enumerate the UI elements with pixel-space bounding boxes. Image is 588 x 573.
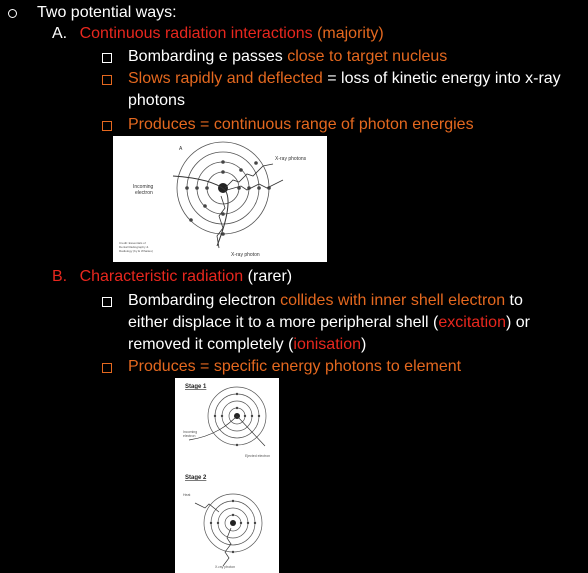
square-bullet-icon [102,297,112,307]
figure1-label-incoming: Incoming [133,184,154,190]
heading-text: Two potential ways: [37,4,177,21]
bullet-text [128,68,561,90]
section-a-title-text: Continuous radiation interactions [79,25,313,42]
figure1-label-electron: electron [135,190,153,196]
heat-label: Heat [183,493,191,497]
section-b-title [52,266,292,288]
square-bullet-icon [102,75,112,85]
bullet-text-plain: Bombarding e passes [128,48,288,65]
bullet-text-plain: ) [361,336,367,353]
bullet-text-highlight: ionisation [293,336,361,353]
bullet-text-highlight: close to target nucleus [287,48,448,65]
incoming-label-1: Incoming [183,430,198,434]
section-b-note: (rarer) [247,268,293,285]
bullet-text [128,290,523,312]
figure1-label-xray-photon: X-ray photon [231,252,260,258]
bullet-text-plain: = loss of kinetic energy into x-ray [322,70,561,87]
stage-1-label: Stage 1 [185,384,207,390]
figure-continuous-radiation [113,136,327,262]
bullet-text-highlight: excitation [438,314,506,331]
bullet-text-plain: to [505,292,523,309]
figure1-credit-1: Credit: Essentials of [119,241,146,245]
bullet-text-line2: photons [128,92,185,109]
bullet-text-line2 [128,312,530,334]
square-bullet-icon [102,363,112,373]
bullet-text-highlight: collides with inner shell electron [280,292,506,309]
section-b-letter: B. [52,268,68,285]
figure1-credit-2: Dental Radiography & [119,245,149,249]
bullet-text-plain: Bombarding electron [128,292,281,309]
ejected-electron-label: Ejected electron [245,454,271,458]
xray-photon-label: X-ray photon [215,565,236,569]
figure1-label-a: A [179,146,183,152]
bullet-text-plain: removed it completely ( [128,336,294,353]
square-bullet-icon [102,53,112,63]
bullet-text-plain: ) or [505,314,530,331]
atom-diagram-2 [175,378,279,573]
figure1-credit-3: Radiology (by E Whaites) [119,249,153,253]
bullet-text [128,46,447,68]
figure-characteristic-radiation [175,378,279,573]
square-bullet-icon [102,121,112,131]
incoming-label-2: electron [183,434,196,438]
bullet-text: Produces = continuous range of photon energies [128,116,474,133]
circle-bullet-icon [8,9,17,18]
atom-diagram-1 [113,136,327,262]
bullet-text-line3 [128,334,366,356]
section-a-title [52,23,384,45]
section-b-title-text: Characteristic radiation [79,268,244,285]
section-a-note: (majority) [317,25,384,42]
bullet-text: Produces = specific energy photons to element [128,358,462,375]
bullet-text-plain: either displace it to a more peripheral shell ( [128,314,439,331]
bullet-text-highlight: Slows rapidly and deflected [128,70,323,87]
section-a-letter: A. [52,25,68,42]
stage-2-label: Stage 2 [185,475,207,481]
figure1-label-xray-photons: X-ray photons [275,156,307,162]
